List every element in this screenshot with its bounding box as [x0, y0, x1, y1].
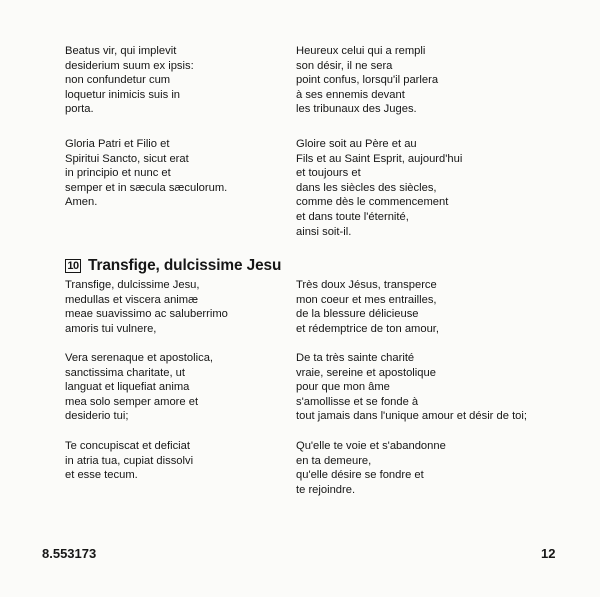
verse-line: in principio et nunc et [65, 167, 171, 180]
section-title: Transfige, dulcissime Jesu [88, 257, 282, 274]
verse-line: amoris tui vulnere, [65, 322, 157, 335]
catalog-number: 8.553173 [42, 546, 97, 561]
verse-line: Gloria Patri et Filio et [65, 138, 170, 150]
verse-line: De ta très sainte charité [296, 352, 415, 364]
french-stanza [296, 137, 462, 239]
verse-line: Transfige, dulcissime Jesu, [65, 279, 200, 291]
track-number-box: 10 [65, 259, 81, 273]
verse-line: les tribunaux des Juges. [296, 103, 417, 116]
verse-line: loquetur inimicis suis in [65, 88, 181, 101]
verse-line: medullas et viscera animæ [65, 293, 199, 306]
verse-line: desiderium suum ex ipsis: [65, 59, 194, 72]
latin-stanza [65, 137, 227, 210]
verse-line: s'amollisse et se fonde à [296, 395, 419, 408]
verse-line: mon coeur et mes entrailles, [296, 293, 437, 306]
page-number: 12 [541, 546, 556, 561]
verse-line: Vera serenaque et apostolica, [65, 352, 214, 364]
verse-line: Qu'elle te voie et s'abandonne [296, 440, 446, 452]
verse-line: pour que mon âme [296, 381, 390, 394]
latin-stanza [65, 439, 193, 483]
verse-line: semper et in sæcula sæculorum. [65, 181, 228, 194]
latin-stanza [65, 44, 194, 117]
verse-line: qu'elle désire se fondre et [296, 469, 424, 482]
verse-line: Très doux Jésus, transperce [296, 279, 437, 291]
french-stanza [296, 278, 439, 336]
verse-line: Spiritui Sancto, sicut erat [65, 152, 189, 165]
verse-line: son désir, il ne sera [296, 59, 393, 72]
french-stanza [296, 439, 446, 497]
verse-line: tout jamais dans l'unique amour et désir de toi; [296, 410, 527, 423]
verse-line: et dans toute l'éternité, [296, 210, 409, 223]
verse-line: ainsi soit-il. [296, 225, 352, 238]
section-heading [65, 257, 281, 275]
verse-line: Fils et au Saint Esprit, aujourd'hui [296, 152, 463, 165]
verse-line: meae suavissimo ac saluberrimo [65, 308, 228, 321]
verse-line: en ta demeure, [296, 454, 372, 467]
verse-line: dans les siècles des siècles, [296, 181, 437, 194]
verse-line: te rejoindre. [296, 483, 356, 496]
verse-line: Beatus vir, qui implevit [65, 45, 177, 57]
verse-line: comme dès le commencement [296, 196, 449, 209]
verse-line: et toujours et [296, 167, 361, 180]
verse-line: desiderio tui; [65, 410, 129, 423]
french-stanza [296, 351, 527, 424]
verse-line: sanctissima charitate, ut [65, 366, 186, 379]
verse-line: Gloire soit au Père et au [296, 138, 417, 150]
verse-line: Te concupiscat et deficiat [65, 440, 190, 452]
verse-line: Amen. [65, 196, 98, 209]
latin-stanza [65, 351, 213, 424]
verse-line: et rédemptrice de ton amour, [296, 322, 440, 335]
verse-line: in atria tua, cupiat dissolvi [65, 454, 194, 467]
verse-line: et esse tecum. [65, 469, 138, 482]
verse-line: vraie, sereine et apostolique [296, 366, 436, 379]
verse-line: porta. [65, 103, 94, 116]
verse-line: non confundetur cum [65, 74, 171, 87]
verse-line: languat et liquefiat anima [65, 381, 190, 394]
verse-line: mea solo semper amore et [65, 395, 199, 408]
verse-line: à ses ennemis devant [296, 88, 405, 101]
verse-line: de la blessure délicieuse [296, 308, 419, 321]
french-stanza [296, 44, 438, 117]
latin-stanza [65, 278, 228, 336]
verse-line: Heureux celui qui a rempli [296, 45, 426, 57]
verse-line: point confus, lorsqu'il parlera [296, 74, 439, 87]
